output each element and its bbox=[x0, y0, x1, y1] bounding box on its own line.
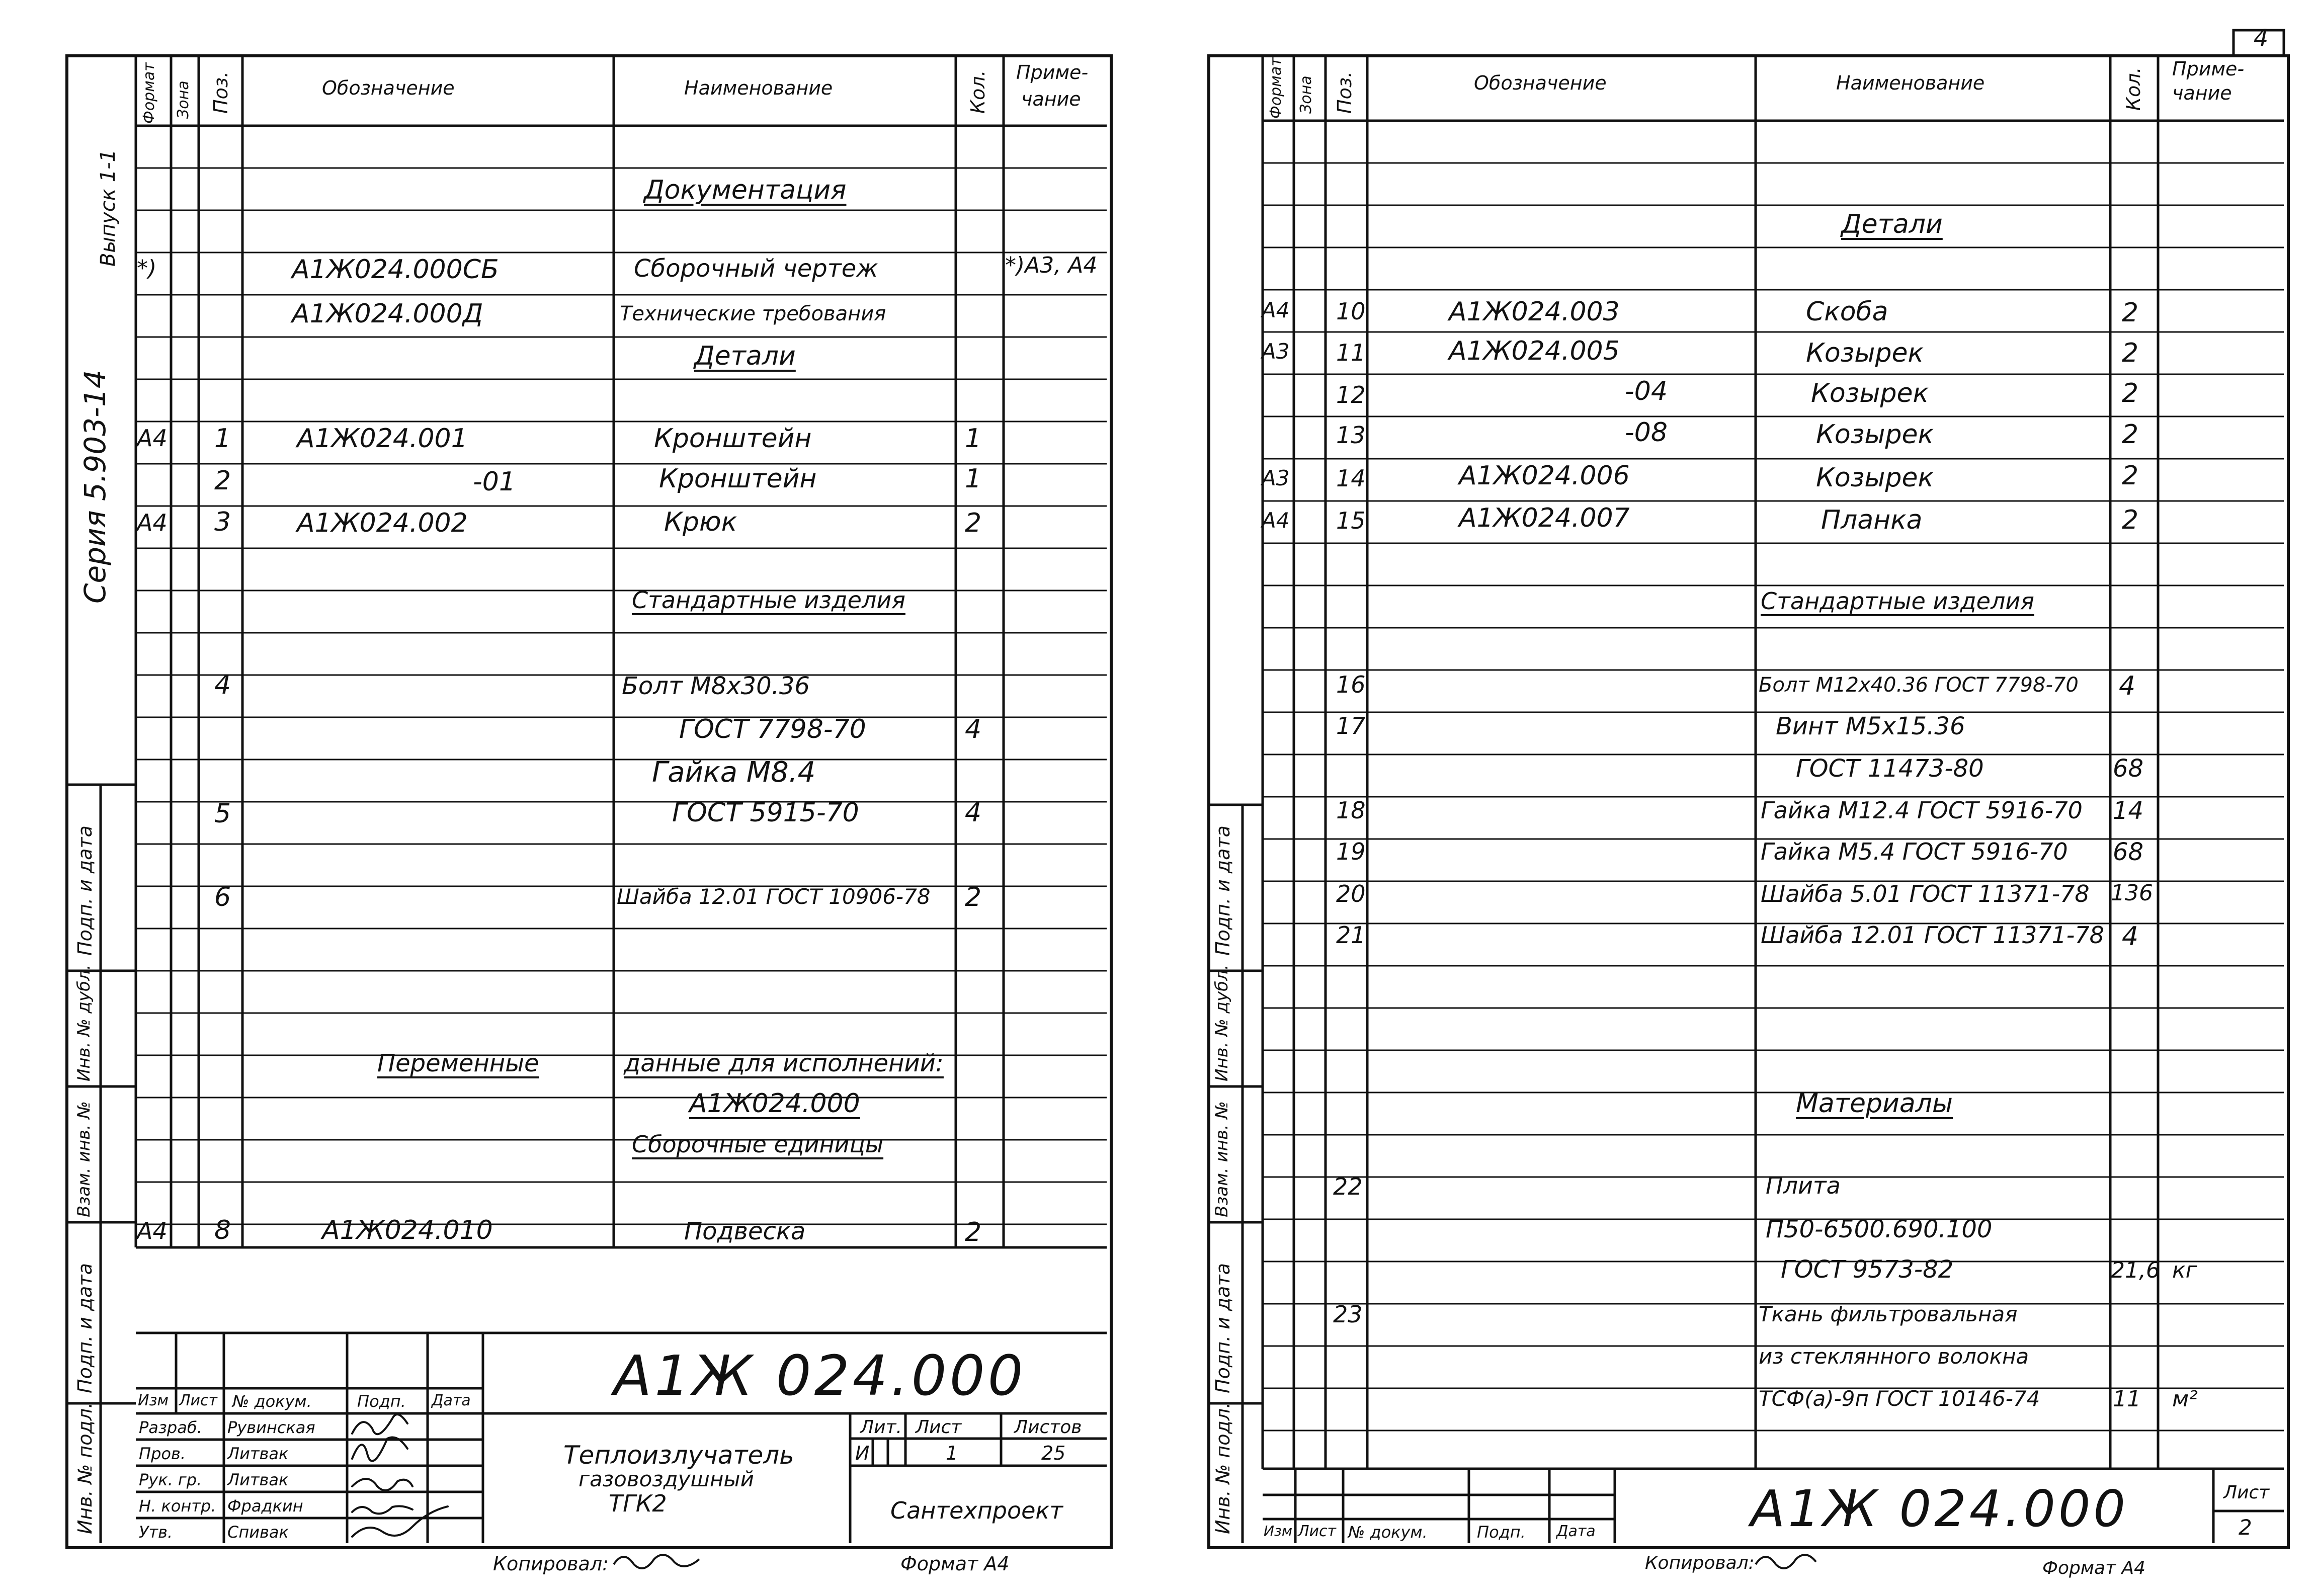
left-tb-col-date: Дата bbox=[432, 1392, 471, 1409]
right-row-12-qty: 68 bbox=[2113, 838, 2144, 866]
left-document-code: А1Ж 024.000 bbox=[614, 1343, 1026, 1408]
left-row-details: Детали bbox=[694, 341, 796, 371]
right-row-16-pos: 22 bbox=[1333, 1173, 1363, 1200]
left-tb-col-izm: Изм bbox=[138, 1392, 169, 1409]
left-row-5-name: Кронштейн bbox=[659, 464, 817, 494]
right-row-14-pos: 21 bbox=[1336, 921, 1366, 949]
right-row-5-fmt: А3 bbox=[1262, 466, 1290, 490]
left-row-9-qty: 4 bbox=[965, 714, 982, 744]
right-row-17-name: П50-6500.690.100 bbox=[1766, 1215, 1993, 1243]
left-tb-person-4: Спивак bbox=[227, 1523, 289, 1542]
left-row-5-pos: 2 bbox=[214, 466, 231, 496]
left-tb-person-1: Литвак bbox=[227, 1444, 289, 1463]
left-stamp-5: Инв. № подл. bbox=[74, 1402, 96, 1534]
right-row-3-designation: -04 bbox=[1625, 376, 1668, 406]
right-row-21-qty: 11 bbox=[2113, 1386, 2141, 1412]
left-row-9-name: ГОСТ 7798-70 bbox=[679, 714, 866, 744]
right-row-21-name: ТСФ(а)-9п ГОСТ 10146-74 bbox=[1759, 1386, 2040, 1411]
right-stamp-1: Подп. и дата bbox=[1212, 825, 1234, 956]
left-product-line-3: ТГК2 bbox=[609, 1490, 667, 1517]
left-row-5-qty: 1 bbox=[965, 464, 982, 494]
right-row-standard: Стандартные изделия bbox=[1761, 587, 2034, 615]
right-row-18-note: кг bbox=[2172, 1257, 2197, 1283]
right-row-10-name: ГОСТ 11473-80 bbox=[1796, 754, 1984, 783]
left-row-4-designation: А1Ж024.001 bbox=[297, 424, 468, 454]
left-stamp-3: Взам. инв. № bbox=[74, 1101, 94, 1217]
right-row-11-qty: 14 bbox=[2113, 797, 2144, 825]
left-issue-label: Выпуск 1-1 bbox=[97, 149, 120, 267]
right-row-1-pos: 10 bbox=[1336, 298, 1366, 325]
right-row-11-pos: 18 bbox=[1336, 797, 1366, 824]
left-row-16-fmt: А4 bbox=[137, 1217, 168, 1244]
right-row-details: Детали bbox=[1841, 209, 1943, 239]
left-row-5-designation: -01 bbox=[473, 467, 516, 497]
left-row-8-name: Болт М8х30.36 bbox=[622, 672, 810, 700]
left-format-label: Формат А4 bbox=[900, 1553, 1010, 1575]
right-row-2-fmt: А3 bbox=[1262, 339, 1290, 364]
left-row-variable-2: данные для исполнений: bbox=[624, 1049, 944, 1077]
right-row-19-name: Ткань фильтровальная bbox=[1759, 1302, 2018, 1326]
right-row-14-name: Шайба 12.01 ГОСТ 11371-78 bbox=[1761, 921, 2104, 949]
left-tb-col-list: Лист bbox=[179, 1392, 218, 1409]
right-row-1-qty: 2 bbox=[2122, 298, 2139, 328]
right-format-label: Формат А4 bbox=[2042, 1558, 2146, 1578]
left-row-2-name: Технические требования bbox=[620, 302, 886, 325]
right-row-13-qty: 136 bbox=[2111, 880, 2153, 906]
left-header-qty: Кол. bbox=[967, 70, 989, 114]
right-row-12-pos: 19 bbox=[1336, 838, 1366, 865]
left-row-12-qty: 2 bbox=[965, 882, 982, 912]
left-tb-sheets-label: Листов bbox=[1014, 1417, 1082, 1438]
left-copied-label: Копировал: bbox=[493, 1553, 609, 1575]
left-row-4-pos: 1 bbox=[214, 424, 231, 454]
right-row-19-pos: 23 bbox=[1333, 1301, 1363, 1328]
right-row-1-designation: А1Ж024.003 bbox=[1449, 297, 1620, 327]
right-row-12-name: Гайка М5.4 ГОСТ 5916-70 bbox=[1761, 838, 2068, 865]
left-series-label: Серия 5.903-14 bbox=[78, 370, 112, 604]
left-tb-person-0: Рувинская bbox=[227, 1418, 315, 1437]
right-row-11-name: Гайка М12.4 ГОСТ 5916-70 bbox=[1761, 797, 2083, 824]
left-header-name: Наименование bbox=[684, 77, 833, 99]
left-row-11-qty: 4 bbox=[965, 798, 982, 828]
left-row-4-qty: 1 bbox=[965, 424, 982, 454]
right-header-qty: Кол. bbox=[2122, 67, 2144, 111]
left-tb-role-1: Пров. bbox=[139, 1444, 186, 1463]
right-row-2-qty: 2 bbox=[2122, 338, 2139, 368]
left-row-1-name: Сборочный чертеж bbox=[634, 255, 878, 283]
left-row-4-name: Кронштейн bbox=[654, 424, 812, 454]
right-row-5-qty: 2 bbox=[2122, 461, 2139, 491]
right-header-name: Наименование bbox=[1836, 72, 1985, 94]
right-row-2-designation: А1Ж024.005 bbox=[1449, 336, 1620, 366]
left-organization: Сантехпроект bbox=[890, 1497, 1063, 1524]
left-row-6-qty: 2 bbox=[965, 508, 982, 538]
left-tb-col-doc: № докум. bbox=[232, 1392, 312, 1411]
left-row-documentation: Документация bbox=[644, 175, 847, 205]
left-row-4-fmt: А4 bbox=[137, 425, 168, 452]
right-row-16-name: Плита bbox=[1766, 1172, 1841, 1199]
left-tb-person-2: Литвак bbox=[227, 1470, 289, 1489]
left-row-11-name: ГОСТ 5915-70 bbox=[672, 798, 859, 828]
right-stamp-2: Инв. № дубл. bbox=[1212, 964, 1232, 1081]
right-stamp-5: Инв. № подл. bbox=[1212, 1402, 1234, 1534]
left-tb-lit-value: И bbox=[855, 1442, 870, 1464]
right-row-1-name: Скоба bbox=[1806, 297, 1888, 327]
left-row-12-name: Шайба 12.01 ГОСТ 10906-78 bbox=[617, 884, 931, 909]
right-tb-col-sign: Подп. bbox=[1477, 1523, 1526, 1542]
right-row-13-name: Шайба 5.01 ГОСТ 11371-78 bbox=[1761, 880, 2090, 907]
left-stamp-2: Инв. № дубл. bbox=[74, 964, 94, 1081]
right-row-2-name: Козырек bbox=[1806, 338, 1924, 368]
left-tb-role-2: Рук. гр. bbox=[139, 1470, 202, 1489]
right-row-13-pos: 20 bbox=[1336, 880, 1366, 907]
right-header-format: Формат bbox=[1267, 57, 1285, 119]
left-row-16-pos: 8 bbox=[214, 1215, 231, 1245]
left-header-note-1: Приме- bbox=[1016, 61, 1089, 83]
left-header-pos: Поз. bbox=[210, 71, 232, 114]
left-row-variable-code: А1Ж024.000 bbox=[689, 1088, 860, 1119]
right-row-3-qty: 2 bbox=[2122, 378, 2139, 408]
left-row-assembly-units: Сборочные единицы bbox=[632, 1131, 884, 1158]
right-tb-col-list: Лист bbox=[1298, 1523, 1337, 1540]
right-row-6-fmt: А4 bbox=[1262, 508, 1290, 533]
left-header-note-2: чание bbox=[1021, 88, 1081, 110]
left-tb-sheet-label: Лист bbox=[916, 1417, 962, 1438]
right-stamp-4: Подп. и дата bbox=[1212, 1263, 1234, 1393]
left-header-zone: Зона bbox=[175, 80, 192, 119]
right-row-3-pos: 12 bbox=[1336, 381, 1366, 408]
left-stamp-1: Подп. и дата bbox=[74, 825, 96, 956]
right-row-8-pos: 16 bbox=[1336, 671, 1366, 698]
right-row-5-pos: 14 bbox=[1336, 465, 1366, 492]
right-row-6-qty: 2 bbox=[2122, 505, 2139, 535]
left-header-designation: Обозначение bbox=[322, 77, 455, 99]
right-document-code: А1Ж 024.000 bbox=[1751, 1479, 2129, 1538]
right-tb-col-izm: Изм bbox=[1264, 1523, 1292, 1539]
left-row-1-note: *)А3, А4 bbox=[1005, 253, 1098, 278]
right-header-note-1: Приме- bbox=[2172, 58, 2245, 80]
left-row-standard: Стандартные изделия bbox=[632, 586, 905, 614]
left-row-16-qty: 2 bbox=[965, 1217, 982, 1247]
left-header-format: Формат bbox=[140, 62, 158, 124]
left-tb-sheet-value: 1 bbox=[946, 1442, 958, 1464]
left-row-12-pos: 6 bbox=[214, 882, 231, 912]
right-row-1-fmt: А4 bbox=[1262, 298, 1290, 322]
left-tb-sheets-value: 25 bbox=[1041, 1442, 1066, 1464]
right-row-5-name: Козырек bbox=[1816, 463, 1934, 493]
right-row-6-pos: 15 bbox=[1336, 507, 1366, 534]
left-row-8-pos: 4 bbox=[214, 670, 231, 700]
left-row-10-name: Гайка М8.4 bbox=[652, 756, 816, 789]
right-header-zone: Зона bbox=[1297, 75, 1315, 114]
right-row-4-designation: -08 bbox=[1625, 417, 1668, 448]
left-stamp-4: Подп. и дата bbox=[74, 1263, 96, 1393]
right-row-18-name: ГОСТ 9573-82 bbox=[1781, 1255, 1954, 1284]
left-product-line-2: газовоздушный bbox=[578, 1467, 754, 1491]
left-tb-role-3: Н. контр. bbox=[139, 1496, 216, 1516]
right-row-5-designation: А1Ж024.006 bbox=[1459, 461, 1630, 491]
right-copied-label: Копировал: bbox=[1645, 1553, 1755, 1573]
left-row-2-designation: А1Ж024.000Д bbox=[292, 299, 483, 329]
right-row-3-name: Козырек bbox=[1811, 378, 1929, 408]
right-tb-col-doc: № докум. bbox=[1348, 1523, 1428, 1542]
left-row-variable-1: Переменные bbox=[377, 1049, 539, 1077]
left-tb-col-sign: Подп. bbox=[357, 1392, 406, 1411]
right-row-4-name: Козырек bbox=[1816, 419, 1934, 450]
right-header-note-2: чание bbox=[2172, 82, 2232, 104]
right-sheet-number: 4 bbox=[2254, 24, 2269, 51]
right-row-10-qty: 68 bbox=[2113, 754, 2144, 783]
right-stamp-3: Взам. инв. № bbox=[1212, 1101, 1232, 1217]
right-row-8-qty: 4 bbox=[2119, 671, 2136, 701]
right-row-14-qty: 4 bbox=[2122, 921, 2139, 952]
right-row-8-name: Болт М12х40.36 ГОСТ 7798-70 bbox=[1759, 674, 2079, 697]
left-tb-role-0: Разраб. bbox=[139, 1418, 202, 1437]
left-row-16-designation: А1Ж024.010 bbox=[322, 1215, 493, 1245]
right-tb-sheet-value: 2 bbox=[2239, 1515, 2252, 1540]
left-product-line-1: Теплоизлучатель bbox=[563, 1441, 794, 1470]
left-row-6-fmt: А4 bbox=[137, 509, 168, 536]
right-header-designation: Обозначение bbox=[1474, 72, 1607, 94]
right-row-2-pos: 11 bbox=[1336, 339, 1366, 366]
left-tb-lit-label: Лит. bbox=[860, 1417, 902, 1438]
right-tb-sheet-label: Лист bbox=[2223, 1482, 2270, 1503]
right-row-18-qty: 21,6 bbox=[2111, 1257, 2160, 1283]
left-row-16-name: Подвеска bbox=[684, 1217, 806, 1245]
right-row-6-name: Планка bbox=[1821, 505, 1923, 535]
right-tb-col-date: Дата bbox=[1556, 1523, 1596, 1540]
left-row-6-designation: А1Ж024.002 bbox=[297, 508, 468, 538]
right-row-21-note: м² bbox=[2172, 1386, 2198, 1412]
left-row-1-designation: А1Ж024.000СБ bbox=[292, 255, 499, 285]
left-tb-role-4: Утв. bbox=[139, 1523, 173, 1542]
right-header-pos: Поз. bbox=[1334, 71, 1356, 114]
right-row-4-qty: 2 bbox=[2122, 419, 2139, 450]
right-row-20-name: из стеклянного волокна bbox=[1759, 1344, 2029, 1369]
left-row-6-pos: 3 bbox=[214, 507, 231, 537]
right-row-materials: Материалы bbox=[1796, 1088, 1953, 1119]
left-row-1-fmt: *) bbox=[137, 256, 157, 281]
right-row-9-name: Винт М5х15.36 bbox=[1776, 712, 1965, 740]
right-row-4-pos: 13 bbox=[1336, 422, 1366, 449]
left-tb-person-3: Фрадкин bbox=[227, 1496, 303, 1516]
right-row-6-designation: А1Ж024.007 bbox=[1459, 503, 1630, 533]
left-row-11-pos: 5 bbox=[214, 799, 231, 829]
right-row-9-pos: 17 bbox=[1336, 712, 1366, 739]
left-row-6-name: Крюк bbox=[664, 507, 737, 537]
